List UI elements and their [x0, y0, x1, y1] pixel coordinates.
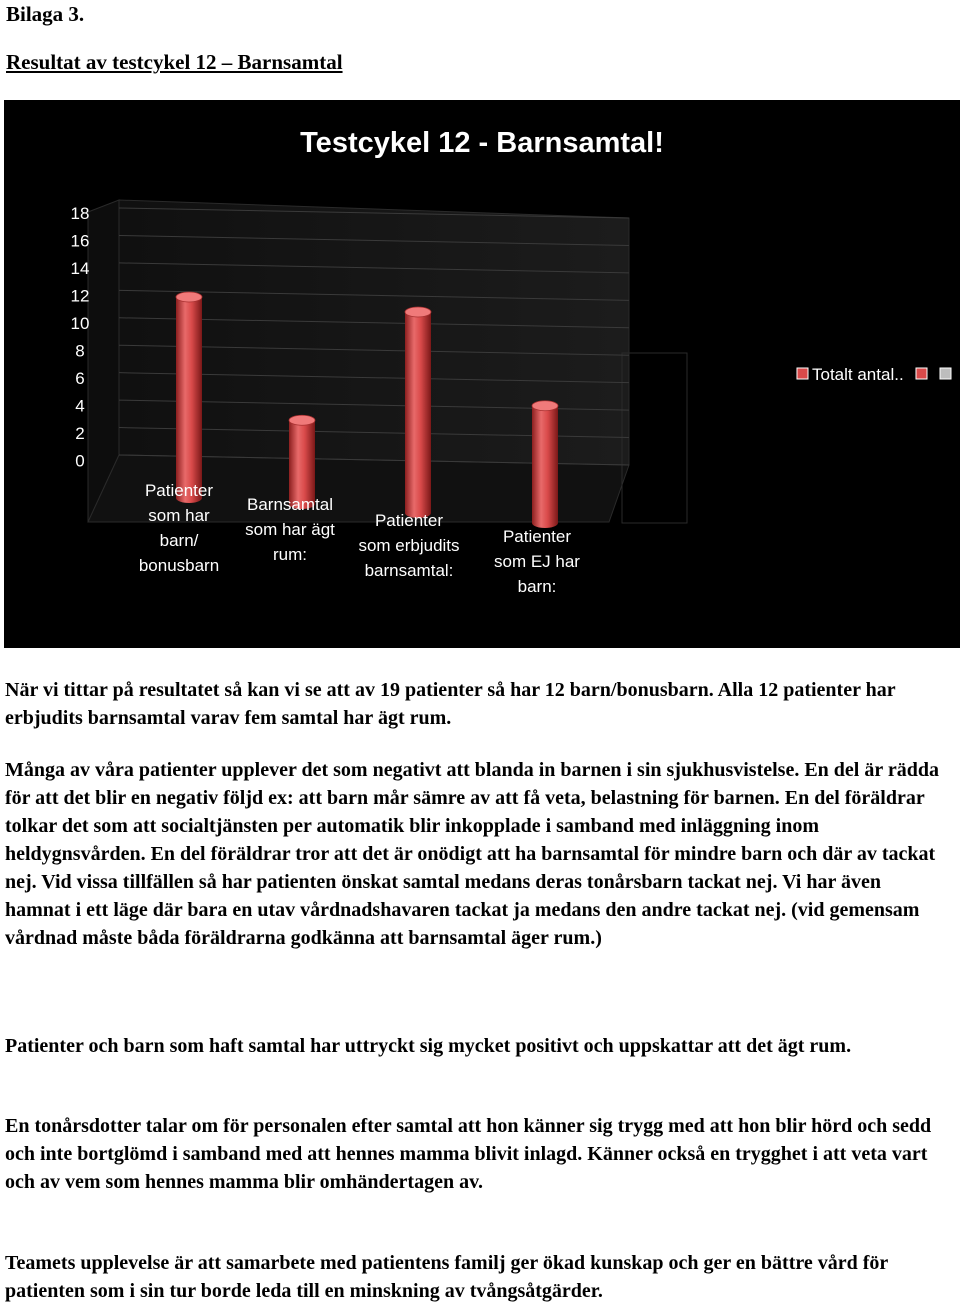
- legend-swatch: [797, 368, 808, 379]
- y-tick-label: 16: [70, 231, 90, 251]
- y-tick-label: 10: [70, 314, 90, 333]
- bar-body: [176, 297, 202, 503]
- bar-body: [405, 312, 431, 518]
- legend: [797, 365, 951, 384]
- paragraph-teen-daughter: En tonårsdotter talar om för personalen efter samtal att hon känner sig trygg med att hon blir hörd och sedd och inte bortglömd i samband med att hennes mamma blivit inlagd. Känner också en trygghet i att veta vart och av vem som hennes mamma blir omhändertagen av.: [5, 1115, 932, 1193]
- chart-title: Testcykel 12 - Barnsamtal!: [300, 127, 664, 159]
- legend-swatch-3: [940, 368, 951, 379]
- chart-panel: [4, 100, 960, 648]
- legend-frame: [622, 353, 687, 523]
- y-tick-label: 4: [75, 396, 85, 416]
- y-tick-label: 6: [75, 369, 85, 388]
- x-axis-label: Patienter som EJ har barn:: [494, 527, 580, 596]
- legend-label: Totalt antal..: [812, 365, 904, 384]
- bar: [532, 401, 558, 528]
- x-axis-label: Patienter som erbjudits barnsamtal:: [358, 511, 460, 580]
- y-axis-ticks: [71, 204, 90, 471]
- paragraph-patient-concerns: Många av våra patienter upplever det som negativt att blanda in barnen i sin sjukhusvistelse. En del är rädda för att det blir en negativ följd ex: att barn mår sämre av att få veta, belastning för barnen. En del föräldrar tolkar det som att socialtjänsten per automatik blir inkopplade i samband med inläggning inom heldygnsvården. En del föräldrar tror att det är onödigt att ha barnsamtal för mindre barn och där av tackat nej. Vid vissa tillfällen så har patienten önskat samtal medans deras tonårsbarn tackat nej. Vi har även hamnat i ett läge där bara en utav vårdnadshavaren tackat ja medans den andre tackat nej. (vid gemensam vårdnad måste båda föräldrarna godkänna att barnsamtal äger rum.): [5, 759, 939, 949]
- y-tick-label: 12: [70, 286, 90, 306]
- bar: [176, 292, 202, 503]
- bar-top: [532, 401, 558, 411]
- paragraph-team-experience: Teamets upplevelse är att samarbete med patientens familj ger ökad kunskap och ger en bättre vård för patienten som i sin tur borde leda till en minskning av tvångsåtgärder.: [5, 1252, 888, 1302]
- x-axis-label: Patienter som har barn/ bonusbarn: [138, 481, 220, 575]
- bar-top: [289, 415, 315, 425]
- document-title: Resultat av testcykel 12 – Barnsamtal: [6, 50, 343, 74]
- y-tick-label: 8: [75, 341, 85, 361]
- y-tick-label: 0: [75, 451, 85, 471]
- paragraph-result-summary: När vi tittar på resultatet så kan vi se att av 19 patienter så har 12 barn/bonusbarn. Alla 12 patienter har erbjudits barnsamtal varav fem samtal har ägt rum.: [5, 679, 896, 729]
- bar-top: [405, 307, 431, 317]
- y-tick-label: 2: [75, 424, 85, 443]
- bar: [405, 307, 431, 518]
- y-tick-label: 14: [70, 259, 90, 278]
- bar-chart: [4, 100, 960, 648]
- paragraph-positive-feedback: Patienter och barn som haft samtal har uttryckt sig mycket positivt och uppskattar att det ägt rum.: [5, 1035, 852, 1057]
- bar-top: [176, 292, 202, 302]
- appendix-label: Bilaga 3.: [6, 2, 85, 26]
- y-tick-label: 18: [70, 204, 90, 223]
- bar-body: [532, 406, 558, 528]
- legend-swatch-2: [916, 368, 927, 379]
- x-axis-label: Barnsamtal som har ägt rum:: [245, 495, 335, 564]
